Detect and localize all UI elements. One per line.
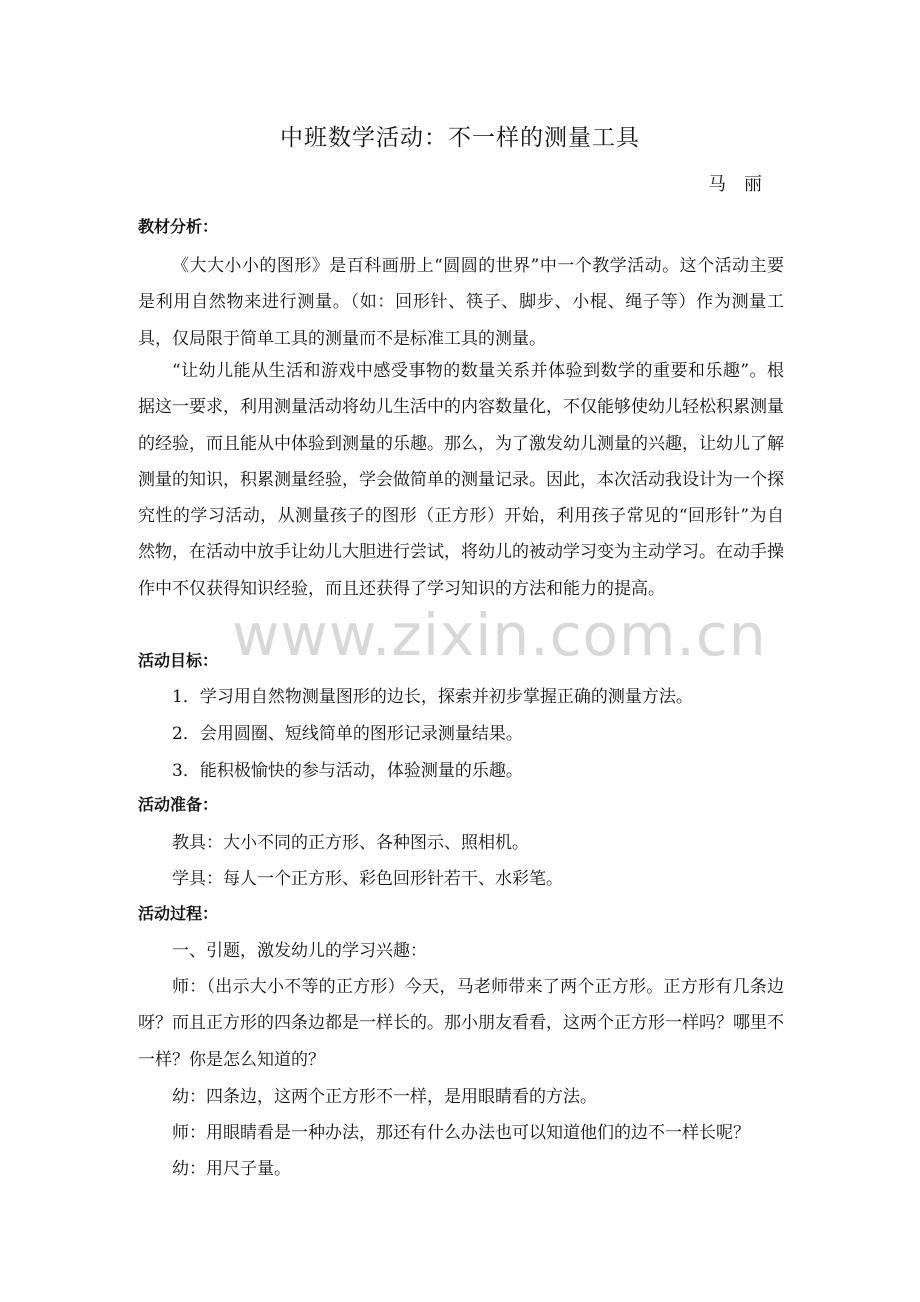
goals-heading: 活动目标： <box>138 651 219 670</box>
process-step: 一、引题，激发幼儿的学习兴趣： <box>172 941 427 961</box>
prep-item: 教具：大小不同的正方形、各种图示、照相机。 <box>172 833 529 853</box>
goal-item: 3．能积极愉快的参与活动，体验测量的乐趣。 <box>172 761 523 781</box>
analysis-paragraph-1: 《大大小小的图形》是百科画册上“圆圆的世界”中一个教学活动。这个活动主要是利用自然物来进行测量。（如：回形针、筷子、脚步、小棍、绳子等）作为测量工具，仅局限于简单工具的测量而不是标准工具的测量。 <box>138 256 784 349</box>
process-dialogue-line: 幼：用尺子量。 <box>172 1159 291 1179</box>
author-name: 马丽 <box>708 174 780 195</box>
analysis-paragraph-2: “让幼儿能从生活和游戏中感受事物的数量关系并体验到数学的重要和乐趣”。根据这一要求，利用测量活动将幼儿生活中的内容数量化，不仅能够使幼儿轻松积累测量的经验，而且能从中体验到测量的乐趣。那么，为了激发幼儿测量的兴趣，让幼儿了解测量的知识，积累测量经验，学会做简单的测量记录。因此，本次活动我设计为一个探究性的学习活动，从测量孩子的图形（正方形）开始，利用孩子常见的“回形针”为自然物，在活动中放手让幼儿大胆进行尝试，将幼儿的被动学习变为主动学习。在动手操作中不仅获得知识经验，而且还获得了学习知识的方法和能力的提高。 <box>138 361 784 599</box>
goal-item: 2．会用圆圈、短线简单的图形记录测量结果。 <box>172 724 523 744</box>
process-paragraph: 师：（出示大小不等的正方形）今天，马老师带来了两个正方形。正方形有几条边呀？而且正方形的四条边都是一样长的。那小朋友看看，这两个正方形一样吗？哪里不一样？你是怎么知道的？ <box>138 977 784 1070</box>
process-heading: 活动过程： <box>138 904 219 923</box>
page-title: 中班数学活动：不一样的测量工具 <box>280 125 640 151</box>
analysis-heading: 教材分析： <box>138 217 219 236</box>
prep-item: 学具：每人一个正方形、彩色回形针若干、水彩笔。 <box>172 869 563 889</box>
process-dialogue-line: 幼：四条边，这两个正方形不一样，是用眼睛看的方法。 <box>172 1087 597 1107</box>
prep-heading: 活动准备： <box>138 795 219 814</box>
goal-item: 1．学习用自然物测量图形的边长，探索并初步掌握正确的测量方法。 <box>172 687 693 707</box>
process-dialogue-line: 师：用眼睛看是一种办法，那还有什么办法也可以知道他们的边不一样长呢？ <box>172 1123 750 1143</box>
watermark: www.zixin.com.cn <box>232 601 767 669</box>
